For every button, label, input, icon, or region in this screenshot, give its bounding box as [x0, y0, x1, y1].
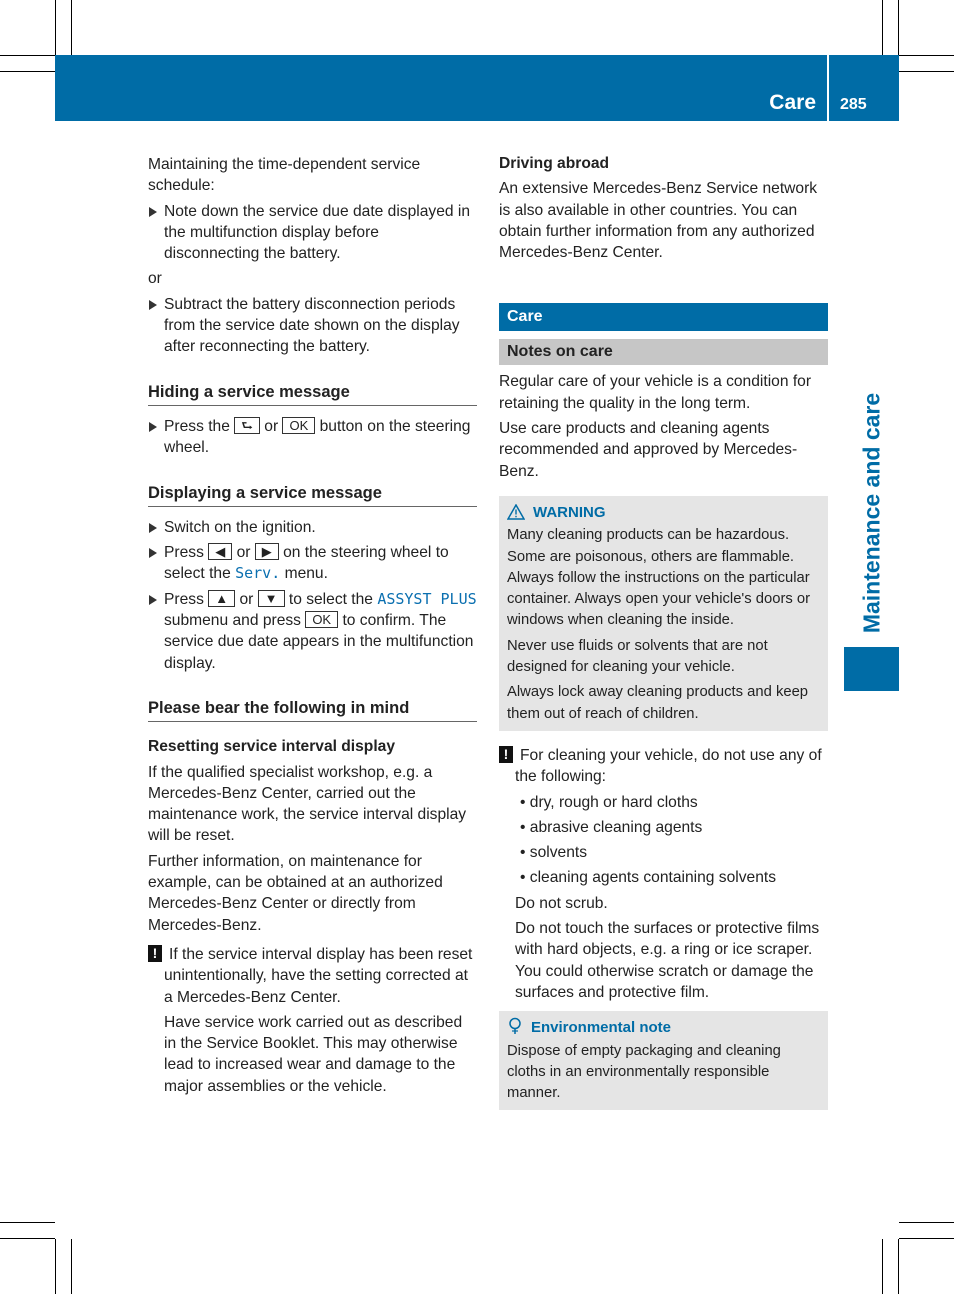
- paragraph: Do not touch the surfaces or protective films with hard objects, e.g. a ring or ice scraper. You could otherwise scratch or damage the surfaces and protective film.: [515, 920, 820, 1001]
- header-title: Care: [769, 91, 816, 114]
- crop-mark: [55, 1239, 56, 1294]
- warning-title: [507, 502, 820, 523]
- notice-list: [499, 792, 828, 1004]
- crop-mark: [0, 1238, 55, 1239]
- warning-box: [499, 496, 828, 731]
- crop-mark: [898, 0, 899, 55]
- left-arrow-button-icon: ◀: [208, 543, 232, 560]
- list-item: • solvents: [520, 844, 588, 862]
- heading-hiding: Hiding a service message: [148, 382, 477, 406]
- list-item: • cleaning agents containing solvents: [520, 869, 776, 887]
- crop-mark: [899, 71, 954, 72]
- text: or: [264, 417, 279, 435]
- warning-text: Never use fluids or solvents that are not designed for cleaning your vehicle.: [507, 637, 768, 676]
- text: button on the steering wheel.: [164, 417, 471, 457]
- crop-mark: [0, 55, 55, 56]
- page-header: [55, 55, 899, 121]
- text: to select the: [288, 590, 373, 608]
- ok-button-icon: OK: [305, 611, 338, 628]
- up-arrow-button-icon: ▲: [208, 590, 235, 607]
- warning-triangle-icon: [507, 504, 525, 520]
- right-arrow-button-icon: ▶: [255, 543, 279, 560]
- env-text: Dispose of empty packaging and cleaning cloths in an environmentally responsible manner.: [507, 1042, 781, 1102]
- page-number: 285: [840, 96, 867, 113]
- heading-driving-abroad: Driving abroad: [499, 155, 610, 172]
- crop-mark: [0, 1222, 55, 1223]
- or-text: or: [148, 270, 162, 288]
- side-tab: [844, 380, 899, 645]
- text: or: [239, 590, 254, 608]
- notice-text: If the service interval display has been reset unintentionally, have the setting corrected at a Mercedes-Benz Center.: [164, 945, 473, 1006]
- heading-displaying: Displaying a service message: [148, 483, 477, 507]
- paragraph: An extensive Mercedes-Benz Service network is also available in other countries. You can obtain further information from any authorized Mercedes-Benz Center.: [499, 180, 818, 262]
- text: on the steering wheel to select the: [164, 544, 449, 583]
- warning-text: Always lock away cleaning products and keep them out of reach of children.: [507, 684, 809, 722]
- notice: [148, 944, 477, 1008]
- step-note-date: Note down the service due date displayed in the multifunction display before disconnecting the battery.: [148, 201, 477, 265]
- crop-mark: [71, 0, 72, 55]
- crop-mark: [899, 1222, 954, 1223]
- notice-text: For cleaning your vehicle, do not use any of the following:: [515, 746, 822, 786]
- ok-button-icon: OK: [282, 417, 315, 434]
- text: menu.: [284, 565, 328, 583]
- paragraph: Regular care of your vehicle is a condition for retaining the quality in the long term.: [499, 373, 812, 412]
- intro-text: Maintaining the time-dependent service schedule:: [148, 156, 421, 195]
- text: to confirm. The service due date appears in the multifunction display.: [164, 612, 474, 672]
- env-title: [507, 1017, 820, 1038]
- env-title-text: Environmental note: [531, 1019, 672, 1037]
- paragraph: Have service work carried out as described in the Service Booklet. This may otherwise lead to increased wear and damage to the major assemblies or the vehicle.: [164, 1013, 463, 1095]
- crop-mark: [899, 1238, 954, 1239]
- paragraph: Further information, on maintenance for example, can be obtained at an authorized Mercedes-Benz Center or directly from Mercedes-Benz.: [148, 852, 443, 934]
- step-select-assyst: [148, 589, 477, 674]
- crop-mark: [898, 1239, 899, 1294]
- environmental-note-box: [499, 1011, 828, 1110]
- text: Press: [164, 590, 204, 608]
- step-hide-message: [148, 416, 477, 459]
- warning-text: Many cleaning products can be hazardous. Some are poisonous, others are flammable. Always follow the instructions on the particular container. Always open your vehicle's doors or windows when cleaning the inside.: [507, 527, 811, 629]
- step-subtract: Subtract the battery disconnection periods from the service date shown on the display after reconnecting the battery.: [148, 294, 477, 358]
- step-ignition: Switch on the ignition.: [148, 517, 477, 538]
- right-column: [499, 153, 828, 1110]
- left-column: [148, 154, 477, 1101]
- down-arrow-button-icon: ▼: [258, 590, 285, 607]
- crop-mark: [71, 1239, 72, 1294]
- exclamation-icon: !: [499, 746, 513, 763]
- text: Press the: [164, 417, 230, 435]
- warning-title-text: WARNING: [533, 503, 606, 521]
- section-bar-notes-on-care: Notes on care: [499, 339, 828, 365]
- crop-mark: [55, 0, 56, 55]
- list-item: • dry, rough or hard cloths: [520, 793, 698, 811]
- back-button-icon: ⮑: [234, 417, 260, 434]
- paragraph: Do not scrub.: [515, 894, 608, 912]
- section-bar-care: Care: [499, 303, 828, 331]
- paragraph: Use care products and cleaning agents recommended and approved by Mercedes-Benz.: [499, 420, 798, 480]
- text: Press: [164, 544, 204, 562]
- list-item: • abrasive cleaning agents: [520, 818, 703, 836]
- side-tab-label: Maintenance and care: [858, 392, 884, 633]
- lightbulb-icon: [507, 1017, 523, 1035]
- crop-mark: [882, 1239, 883, 1294]
- header-separator: [827, 55, 829, 121]
- crop-mark: [899, 55, 954, 56]
- text: or: [236, 544, 251, 562]
- crop-mark: [0, 71, 55, 72]
- step-select-serv: [148, 542, 477, 585]
- text: submenu and press: [164, 612, 301, 630]
- paragraph: If the qualified specialist workshop, e.g. a Mercedes-Benz Center, carried out the maintenance work, the service interval display will be reset.: [148, 763, 467, 845]
- crop-mark: [882, 0, 883, 55]
- exclamation-icon: !: [148, 945, 162, 962]
- serv-menu-label: Serv.: [235, 564, 281, 583]
- assyst-plus-label: ASSYST PLUS: [377, 589, 477, 608]
- heading-bear-in-mind: Please bear the following in mind: [148, 698, 477, 722]
- side-tab-marker: [844, 647, 899, 691]
- notice: [499, 745, 828, 788]
- subheading-resetting: Resetting service interval display: [148, 738, 396, 756]
